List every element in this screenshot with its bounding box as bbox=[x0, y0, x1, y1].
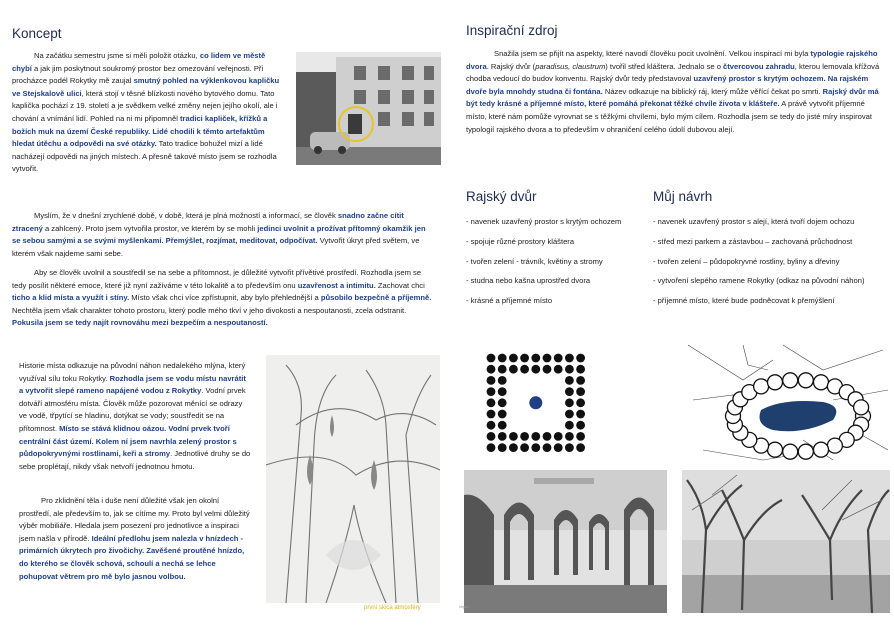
rajsky-dvur-heading: Rajský dvůr bbox=[466, 189, 537, 204]
cloister-dot bbox=[554, 354, 563, 363]
cloister-dot bbox=[487, 354, 496, 363]
cloister-dot bbox=[498, 354, 507, 363]
street-chapel-photo bbox=[296, 52, 441, 165]
list-item: - navenek uzavřený prostor s krytým ochozem bbox=[466, 217, 622, 226]
koncept-paragraph-4 bbox=[19, 360, 251, 473]
highlighted-text: co lidem ve městě chybí bbox=[12, 51, 266, 73]
rajsky-dvur-list bbox=[466, 212, 646, 311]
cloister-dot bbox=[487, 376, 496, 385]
cloister-dot bbox=[543, 443, 552, 452]
street-photo-illustration bbox=[296, 52, 441, 165]
alley-tree-ring bbox=[798, 444, 813, 459]
list-item: - střed mezi parkem a zástavbou – zachovaná průchodnost bbox=[653, 236, 853, 246]
text-run: Aby se člověk uvolnil a soustředil se na sebe a přítomnost, je důležité vytvořit přívětivé prostředí. Rozhodla jsem se tedy posílit některé emoce, které již nyní zažíváme v této lokalitě a to především onu bbox=[12, 268, 422, 290]
text-run: , která stojí v těsné blízkosti nového bytového domu. Tato kaplička pochází z 19. století a je svědkem velké změny nejen jejího okolí, ale i chování a vnímání lidí. Pohled na ni mi připomněl bbox=[12, 88, 278, 123]
cloister-dot bbox=[543, 354, 552, 363]
text-run: Místo však chci více zpřístupnit, aby bylo přehlednější a bbox=[129, 293, 321, 303]
highlighted-text: Místo se stává klidnou oázou. Vodní prvek tvoří centrální část území. Kolem ní jsem navrhla zelený prostor s půdopokryvnými rostlinami, keři a stromy bbox=[19, 423, 237, 459]
highlighted-text: Pokusila jsem se tedy najít rovnováhu mezi bezpečím a nespoutaností. bbox=[12, 318, 268, 328]
cloister-dot-diagram bbox=[483, 352, 603, 457]
site-plan-svg bbox=[683, 340, 893, 466]
highlighted-text: Rajský dvůr má být tedy krásné a příjemné místo, které pomáhá překonat těžké chvíle života v klášteře. bbox=[466, 86, 879, 109]
alley-tree-ring bbox=[814, 375, 829, 390]
cloister-dot bbox=[498, 398, 507, 407]
highlighted-text: působilo bezpečně a příjemně. bbox=[320, 293, 432, 303]
text-run: A právě vytvořit příjemné místo, které nám pomůže vyrovnat se s těžkými chvílemi, bylo mým cílem. Rozhodla jsem se tedy do jisté míry inspirovat typologií rajského dvora a to především v ohraničení celého údolí dubovou alejí. bbox=[466, 99, 872, 134]
dot-diagram-svg bbox=[483, 352, 603, 457]
cloister-dot bbox=[498, 443, 507, 452]
cloister-dot bbox=[487, 432, 496, 441]
text-run: . Vodní prvek dotváří atmosféru místa. Člověk může pozorovat měnící se odrazy ve vodě, třpytící se hladinu, dotýkat se vody; soustředit se na přítomnost. bbox=[19, 386, 246, 433]
cloister-dot bbox=[509, 443, 518, 452]
cloister-dot bbox=[565, 421, 574, 430]
list-item: - tvořen zelení – půdopokryvné rostliny, byliny a dřeviny bbox=[653, 256, 840, 266]
cloister-dot bbox=[520, 443, 529, 452]
cloister-dot bbox=[543, 365, 552, 374]
atmosphere-sketch bbox=[266, 355, 440, 603]
cloister-dot bbox=[576, 443, 585, 452]
highlighted-text: Rozhodla jsem se vodu místu navrátit a vytvořit slepé rameno napájené vodou z Rokytky bbox=[19, 373, 246, 396]
text-run: a zahlcený. Proto jsem vytvořila prostor, ve kterém by se mohli bbox=[42, 223, 258, 233]
highlighted-text: jedinci uvolnit a prožívat přítomný okamžik jen se sebou samými a se svými myšlenkami. Přemýšlet, rozjímat, meditovat, odpočívat. bbox=[12, 223, 426, 246]
text-run: Zachovat chci bbox=[375, 280, 425, 290]
cloister-dot bbox=[576, 354, 585, 363]
cloister-dot bbox=[498, 421, 507, 430]
site-plan-diagram bbox=[683, 340, 893, 466]
cloister-dot bbox=[565, 398, 574, 407]
text-run: Nechtěla jsem však charakter tohoto prostoru, který podle mého tkví v jeho divokosti a nespoutanosti, zcela odstranit. bbox=[12, 305, 407, 315]
alley-tree-ring bbox=[798, 373, 813, 388]
inspirace-paragraph bbox=[466, 48, 884, 136]
text-run: paradisus, claustrum bbox=[535, 61, 606, 71]
cloister-photo bbox=[464, 470, 667, 613]
koncept-paragraph-2 bbox=[12, 210, 434, 260]
cloister-dot bbox=[498, 410, 507, 419]
text-run: Na začátku semestru jsme si měli položit otázku, bbox=[34, 51, 200, 60]
list-item: - vytvoření slepého ramene Rokytky (odkaz na původní náhon) bbox=[653, 276, 865, 286]
cloister-dot bbox=[487, 365, 496, 374]
cloister-dot bbox=[509, 354, 518, 363]
cloister-dot bbox=[531, 365, 540, 374]
cloister-dot bbox=[565, 410, 574, 419]
highlighted-text: smutný pohled na výklenkovou kapličku ve Stejskalově ulici bbox=[12, 76, 280, 98]
source-note: https://... bbox=[459, 605, 473, 609]
text-run: . Rajský dvůr ( bbox=[486, 61, 536, 71]
alley-tree-ring bbox=[768, 442, 783, 457]
alley-tree-ring bbox=[768, 375, 783, 390]
highlighted-text: uzavřený prostor s krytým ochozem. Na rajském dvoře byla mnohdy studna či fontána. bbox=[466, 74, 869, 96]
list-item: - příjemné místo, které bude podněcovat k přemýšlení bbox=[653, 296, 835, 306]
cloister-dot bbox=[576, 398, 585, 407]
cloister-dot bbox=[498, 432, 507, 441]
alley-tree-ring bbox=[814, 442, 829, 457]
cloister-dot bbox=[543, 432, 552, 441]
cloister-dot bbox=[487, 387, 496, 396]
cloister-dot bbox=[576, 410, 585, 419]
cloister-dot bbox=[554, 365, 563, 374]
cloister-dot bbox=[531, 354, 540, 363]
muj-navrh-heading: Můj návrh bbox=[653, 189, 713, 204]
text-run: Název odkazuje na biblický ráj, který může věřící čekat po smrti. bbox=[602, 86, 823, 96]
cloister-dot bbox=[487, 421, 496, 430]
cloister-dot bbox=[565, 376, 574, 385]
cloister-dot bbox=[576, 376, 585, 385]
text-run: , kterou lemovala křížová chodba vedoucí do budov konventu. Rajský dvůr tedy představoval bbox=[466, 61, 880, 84]
list-item: - krásné a příjemné místo bbox=[466, 296, 553, 306]
highlighted-text: snadno začne cítit ztracený bbox=[12, 211, 404, 233]
koncept-heading: Koncept bbox=[12, 26, 62, 41]
highlighted-text: uzavřenost a intimitu. bbox=[297, 280, 376, 290]
cloister-dot bbox=[565, 354, 574, 363]
text-run: a jak jim poskytnout soukromý prostor bez omezování veřejnosti. Při procházce podél Rokytky mě zaujal bbox=[12, 63, 264, 86]
cloister-dot bbox=[565, 432, 574, 441]
text-run: Snažila jsem se přijít na aspekty, které navodí člověku pocit uvolnění. Velkou inspirací mi byla bbox=[494, 49, 811, 58]
koncept-paragraph-5 bbox=[19, 495, 251, 583]
cloister-dot bbox=[554, 443, 563, 452]
cloister-dot bbox=[509, 432, 518, 441]
text-run: ) tvořil střed kláštera. Jednalo se o bbox=[605, 61, 724, 71]
alley-tree-ring bbox=[827, 438, 842, 453]
koncept-paragraph-1 bbox=[12, 50, 287, 176]
cloister-dot bbox=[576, 432, 585, 441]
highlighted-text: ticho a klid místa a využít i stíny. bbox=[12, 293, 130, 303]
cloister-dot bbox=[509, 365, 518, 374]
oak-alley-illustration bbox=[682, 470, 890, 613]
list-item: - studna nebo kašna uprostřed dvora bbox=[466, 276, 591, 286]
fountain-dot bbox=[529, 396, 542, 409]
muj-navrh-list bbox=[653, 212, 891, 311]
text-run: . Jednotlivé druhy se do sebe proplétají, nikdy však netvoří jednotnou hmotu. bbox=[19, 449, 251, 471]
cloister-dot bbox=[487, 410, 496, 419]
text-run: Myslím, že v dnešní zrychlené době, v době, která je plná možností a informací, se člověk bbox=[34, 211, 338, 220]
highlighted-text: tradici kapliček, křížků a božích muk na území České republiky. Lidé chodili k těmto artefaktům hledat útěchu a odpovědi na své otázky. bbox=[12, 113, 268, 149]
sketch-caption: první skica atmosféry bbox=[364, 605, 421, 611]
highlighted-text: Ideální předlohu jsem nalezla v hnízdech - primárních úkrytech pro živočichy. Zavěšené proutěné hnízdo, do kterého se člověk schová, schoulí a nechá se lehce pohupovat větrem pro mě bylo jasnou volbou. bbox=[19, 533, 245, 581]
cloister-dot bbox=[498, 376, 507, 385]
cloister-dot bbox=[487, 398, 496, 407]
cloister-dot bbox=[576, 421, 585, 430]
list-item: - spojuje různé prostory kláštera bbox=[466, 236, 575, 246]
cloister-dot bbox=[531, 432, 540, 441]
text-run: Historie místa odkazuje na původní náhon nedalekého mlýna, který využíval sílu toku Rokytky. bbox=[19, 361, 246, 383]
cloister-dot bbox=[576, 387, 585, 396]
cloister-dot bbox=[498, 387, 507, 396]
cloister-dot bbox=[565, 443, 574, 452]
cloister-photo-illustration bbox=[464, 470, 667, 613]
alley-tree-ring bbox=[783, 444, 798, 459]
cloister-dot bbox=[565, 365, 574, 374]
oak-alley-photo bbox=[682, 470, 890, 613]
cloister-dot bbox=[576, 365, 585, 374]
text-run: Vytvořit úkryt před světem, ve kterém však najdeme sami sebe. bbox=[12, 236, 420, 258]
cloister-dot bbox=[554, 432, 563, 441]
inspirace-heading: Inspirační zdroj bbox=[466, 23, 558, 38]
list-item: - navenek uzavřený prostor s alejí, která tvoří dojem ochozu bbox=[653, 217, 855, 226]
alley-tree-ring bbox=[783, 373, 798, 388]
cloister-dot bbox=[520, 365, 529, 374]
alley-tree-ring bbox=[754, 379, 769, 394]
cloister-dot bbox=[520, 432, 529, 441]
sketch-illustration bbox=[266, 355, 440, 603]
text-run: Tato tradice bohužel mizí a lidé nacházejí odpovědi na jiných místech. A přesně takové místo jsem se rozhodla vytvořit. bbox=[12, 139, 277, 174]
koncept-paragraph-3 bbox=[12, 267, 434, 330]
cloister-dot bbox=[487, 443, 496, 452]
cloister-dot bbox=[520, 354, 529, 363]
list-item: - tvořen zelení - trávník, květiny a stromy bbox=[466, 256, 603, 266]
highlighted-text: typologie rajského dvora bbox=[466, 49, 878, 71]
highlighted-text: čtvercovou zahradu bbox=[723, 61, 795, 71]
text-run: Pro zklidnění těla i duše není důležité však jen okolní prostředí, ale především to, jak se cítíme my. Proto byl velmi důležitý výběr mobiliáře. Hledala jsem posezení pro jednotlivce a inspiraci jsem našla v přírodě. bbox=[19, 496, 250, 543]
alley-tree-ring bbox=[854, 400, 869, 415]
cloister-dot bbox=[565, 387, 574, 396]
cloister-dot bbox=[531, 443, 540, 452]
cloister-dot bbox=[498, 365, 507, 374]
